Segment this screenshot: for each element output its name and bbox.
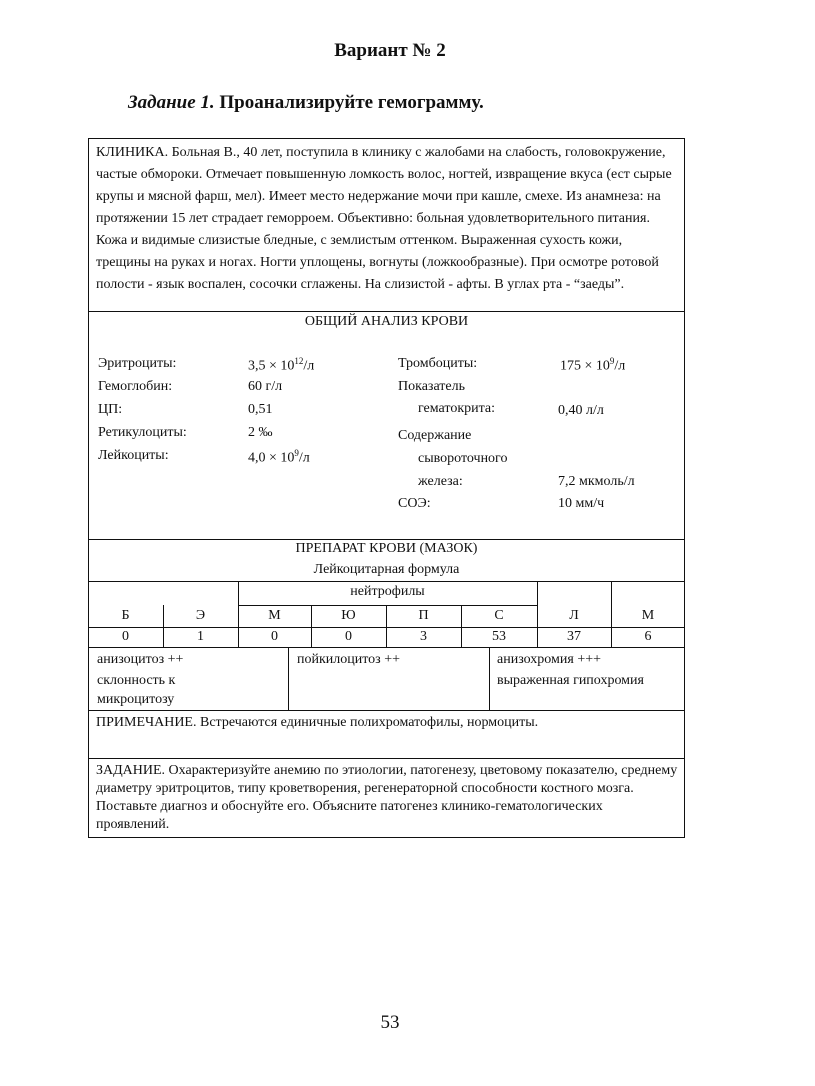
hypochromia: выраженная гипохромия bbox=[497, 673, 644, 688]
note-text: ПРИМЕЧАНИЕ. Встречаются единичные полихроматофилы, нормоциты. bbox=[96, 715, 539, 730]
iron-value: 7,2 мкмоль/л bbox=[558, 474, 635, 489]
reticulocytes-value: 2 ‰ bbox=[248, 425, 273, 440]
blood-test-heading: ОБЩИЙ АНАЛИЗ КРОВИ bbox=[304, 314, 469, 329]
platelets-value: $175 \times 10^9/л$ bbox=[560, 356, 626, 374]
metamyelocytes-value: 0 bbox=[345, 629, 352, 644]
segmented-neutrophils-value: 53 bbox=[492, 629, 506, 644]
basophils-value: 0 bbox=[122, 629, 129, 644]
monocytes-value: 6 bbox=[644, 629, 652, 644]
rbc-value: $3,5 \times 10^{12}/л$ bbox=[248, 356, 315, 374]
microcytosis-line2: микроцитозу bbox=[97, 692, 175, 707]
reticulocytes-label: Ретикулоциты: bbox=[98, 425, 187, 440]
leukocytes-label: Лейкоциты: bbox=[98, 448, 169, 463]
monocytes-header: М bbox=[641, 608, 655, 623]
band-neutrophils-value: 3 bbox=[420, 629, 427, 644]
iron-label-line1: Содержание bbox=[398, 428, 472, 443]
hemoglobin-value: 60 г/л bbox=[248, 379, 283, 394]
basophils-header: Б bbox=[121, 608, 130, 623]
esr-value: 10 мм/ч bbox=[558, 496, 605, 511]
eosinophils-header: Э bbox=[195, 608, 206, 623]
anisochromia: анизохромия +++ bbox=[497, 652, 602, 667]
myelocytes-header: М bbox=[268, 608, 281, 623]
smear-heading: ПРЕПАРАТ КРОВИ (МАЗОК) bbox=[295, 541, 478, 556]
lymphocytes-value: 37 bbox=[567, 629, 581, 644]
anisocytosis: анизоцитоз ++ bbox=[97, 652, 184, 667]
hemoglobin-label: Гемоглобин: bbox=[98, 379, 173, 394]
hematocrit-value: 0,40 л/л bbox=[558, 403, 604, 418]
esr-label: СОЭ: bbox=[398, 496, 431, 511]
color-index-value: 0,51 bbox=[248, 402, 273, 417]
iron-label-line2: сывороточного bbox=[418, 451, 508, 466]
assignment-text: ЗАДАНИЕ. Охарактеризуйте анемию по этиологии, патогенезу, цветовому показателю, среднему диаметру эритроцитов, типу кроветворения, регенераторной способности костного мозга. Поставьте диагноз и обоснуйте его. Объясните патогенез клинико-гематологических проявлений. bbox=[96, 763, 678, 832]
leukocyte-formula-heading: Лейкоцитарная формула bbox=[313, 562, 460, 577]
page-number: 53 bbox=[380, 1012, 400, 1033]
leukocytes-value: $4,0 \times 10^9/л$ bbox=[248, 448, 310, 466]
platelets-label: Тромбоциты: bbox=[398, 356, 478, 371]
hematocrit-label-line2: гематокрита: bbox=[418, 401, 496, 416]
task-instruction: Проанализируйте гемограмму. bbox=[219, 92, 484, 113]
myelocytes-value: 0 bbox=[271, 629, 278, 644]
eosinophils-value: 1 bbox=[197, 629, 204, 644]
iron-label-line3: железа: bbox=[418, 474, 463, 489]
task-heading bbox=[128, 92, 484, 114]
metamyelocytes-header: Ю bbox=[341, 608, 356, 623]
task-label: Задание 1. bbox=[128, 92, 215, 113]
neutrophils-heading: нейтрофилы bbox=[350, 584, 425, 599]
lymphocytes-header: Л bbox=[569, 608, 579, 623]
rbc-label: Эритроциты: bbox=[98, 356, 177, 371]
microcytosis-line1: склонность к bbox=[97, 673, 176, 688]
color-index-label: ЦП: bbox=[98, 402, 123, 417]
band-neutrophils-header: П bbox=[418, 608, 429, 623]
poikilocytosis: пойкилоцитоз ++ bbox=[297, 652, 401, 667]
hematocrit-label-line1: Показатель bbox=[398, 379, 465, 394]
clinic-paragraph: КЛИНИКА. Больная В., 40 лет, поступила в клинику с жалобами на слабость, головокружение, частые обмороки. Отмечает повышенную ломкость волос, ногтей, извращение вкуса (ест сырые крупы и мясной фарш, мел). Имеет место недержание мочи при кашле, смехе. Из анамнеза: на протяжении 15 лет страдает геморроем. Объективно: больная удовлетворительного питания. Кожа и видимые слизистые бледные, с землистым оттенком. Выраженная сухость кожи, трещины на руках и ногах. Ногти уплощены, вогнуты (ложкообразные). При осмотре ротовой полости - язык воспален, сосочки сглажены. На слизистой - афты. В углах рта - “заеды”. bbox=[96, 145, 672, 292]
segmented-neutrophils-header: С bbox=[494, 608, 504, 623]
variant-title: Вариант № 2 bbox=[334, 40, 446, 61]
